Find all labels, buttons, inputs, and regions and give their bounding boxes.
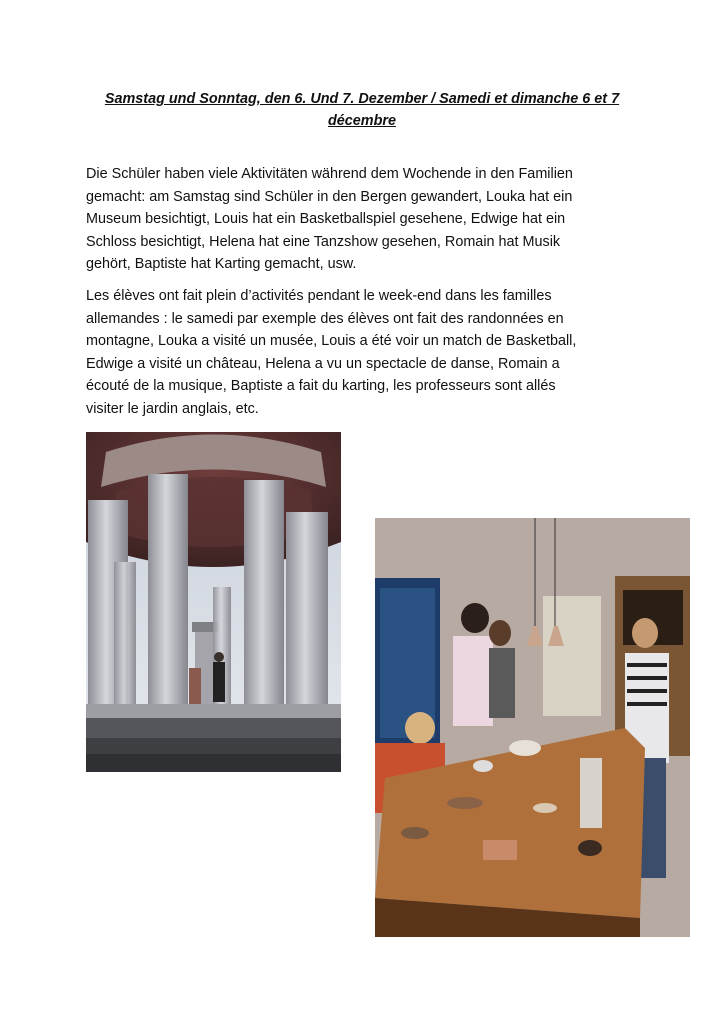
text-line: Edwige a visité un château, Helena a vu un spectacle de danse, Romain a	[86, 355, 560, 372]
title-line-2: décembre	[328, 113, 396, 129]
text-line: montagne, Louka a visité un musée, Louis a été voir un match de Basketball,	[86, 333, 577, 349]
text-line: Schloss besichtigt, Helena hat eine Tanzshow gesehen, Romain hat Musik	[86, 233, 561, 250]
text-line: visiter le jardin anglais, etc.	[86, 400, 259, 417]
paragraph-french	[86, 285, 638, 420]
page-title	[86, 88, 638, 132]
text-line: Die Schüler haben viele Aktivitäten während dem Wochende in den Familien	[86, 166, 573, 182]
text-line: Les élèves ont fait plein d’activités pendant le week-end dans les familles	[86, 288, 552, 304]
text-line: écouté de la musique, Baptiste a fait du karting, les professeurs sont allés	[86, 378, 556, 394]
title-line-1: Samstag und Sonntag, den 6. Und 7. Dezember / Samedi et dimanche 6 et 7	[104, 91, 620, 107]
kitchen-photo	[375, 518, 690, 937]
text-line: gehört, Baptiste hat Karting gemacht, usw.	[86, 256, 357, 272]
text-line: allemandes : le samedi par exemple des élèves ont fait des randonnées en	[86, 310, 564, 327]
text-line: Museum besichtigt, Louis hat ein Basketballspiel gesehene, Edwige hat ein	[86, 211, 566, 227]
paragraph-german	[86, 163, 638, 276]
temple-photo	[86, 432, 341, 772]
text-line: gemacht: am Samstag sind Schüler in den Bergen gewandert, Louka hat ein	[86, 188, 573, 205]
